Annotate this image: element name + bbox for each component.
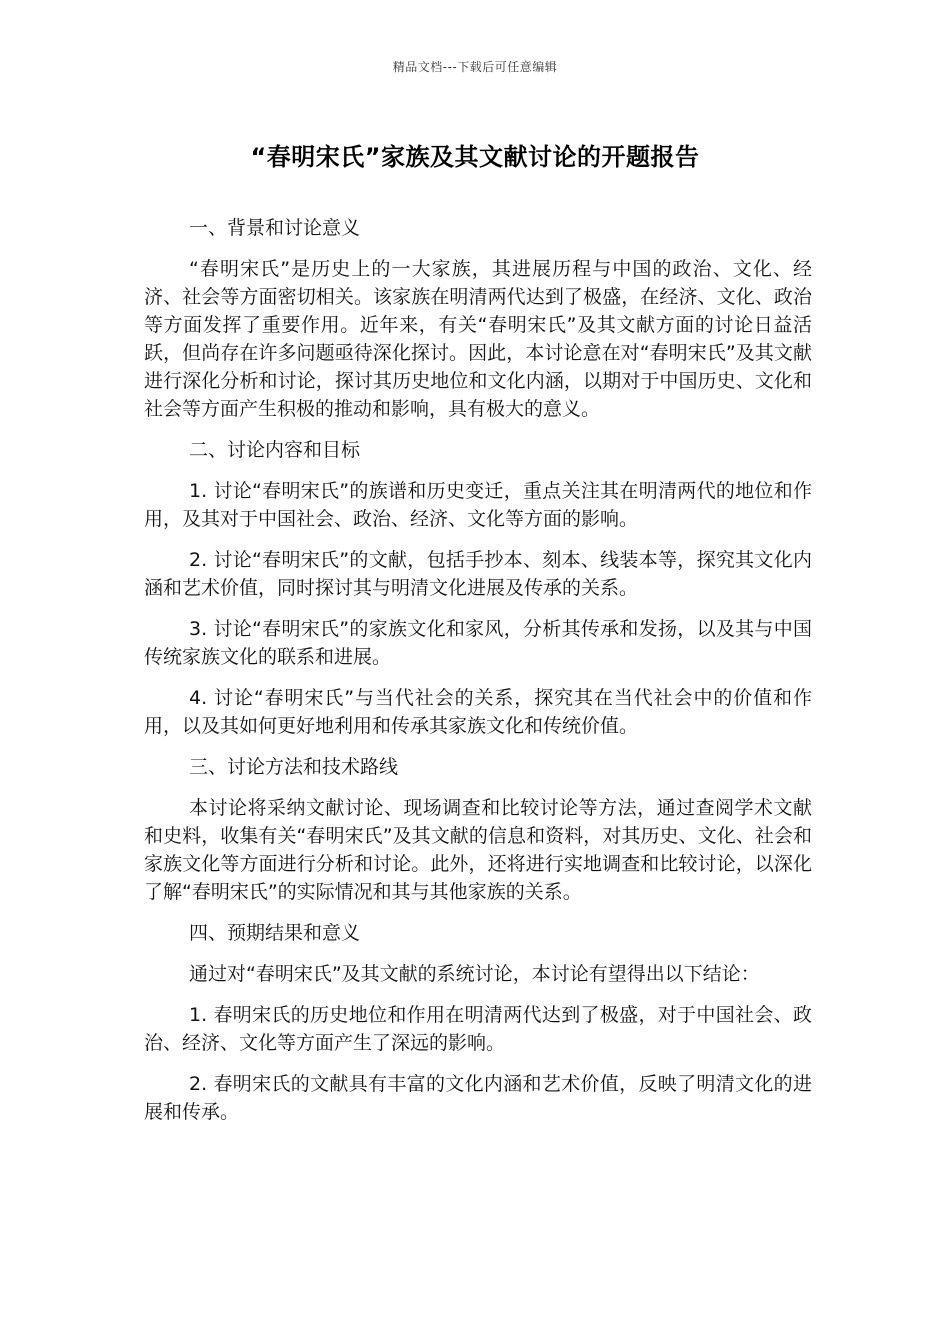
content-item-1: 1. 讨论“春明宋氏”的族谱和历史变迁，重点关注其在明清两代的地位和作用，及其对于中国社会、政治、经济、文化等方面的影响。	[144, 480, 812, 530]
document-title: “春明宋氏”家族及其文献讨论的开题报告	[250, 143, 700, 171]
document-body	[144, 214, 812, 1139]
content-item-2: 2. 讨论“春明宋氏”的文献，包括手抄本、刻本、线装本等，探究其文化内涵和艺术价值，同时探讨其与明清文化进展及传承的关系。	[144, 549, 812, 599]
content-item-3: 3. 讨论“春明宋氏”的家族文化和家风，分析其传承和发扬，以及其与中国传统家族文化的联系和进展。	[144, 618, 812, 668]
result-item-1: 1. 春明宋氏的历史地位和作用在明清两代达到了极盛，对于中国社会、政治、经济、文化等方面产生了深远的影响。	[144, 1004, 812, 1054]
background-paragraph: “春明宋氏”是历史上的一大家族，其进展历程与中国的政治、文化、经济、社会等方面密切相关。该家族在明清两代达到了极盛，在经济、文化、政治等方面发挥了重要作用。近年来，有关“春明宋氏”及其文献方面的讨论日益活跃，但尚存在许多问题亟待深化探讨。因此，本讨论意在对“春明宋氏”及其文献进行深化分析和讨论，探讨其历史地位和文化内涵，以期对于中国历史、文化和社会等方面产生积极的推动和影响，具有极大的意义。	[144, 258, 812, 420]
section-heading-background: 一、背景和讨论意义	[189, 217, 361, 239]
section-heading-results: 四、预期结果和意义	[189, 922, 361, 944]
content-item-4: 4. 讨论“春明宋氏”与当代社会的关系，探究其在当代社会中的价值和作用，以及其如何更好地利用和传承其家族文化和传统价值。	[144, 687, 812, 737]
section-heading-content: 二、讨论内容和目标	[189, 439, 361, 461]
method-paragraph: 本讨论将采纳文献讨论、现场调查和比较讨论等方法，通过查阅学术文献和史料，收集有关“春明宋氏”及其文献的信息和资料，对其历史、文化、社会和家族文化等方面进行分析和讨论。此外，还将进行实地调查和比较讨论，以深化了解“春明宋氏”的实际情况和其与其他家族的关系。	[144, 797, 812, 903]
result-item-2: 2. 春明宋氏的文献具有丰富的文化内涵和艺术价值，反映了明清文化的进展和传承。	[144, 1073, 812, 1123]
section-heading-method: 三、讨论方法和技术路线	[189, 756, 399, 778]
header-note: 精品文档---下载后可任意编辑	[392, 60, 558, 74]
results-intro: 通过对“春明宋氏”及其文献的系统讨论，本讨论有望得出以下结论：	[189, 963, 760, 985]
